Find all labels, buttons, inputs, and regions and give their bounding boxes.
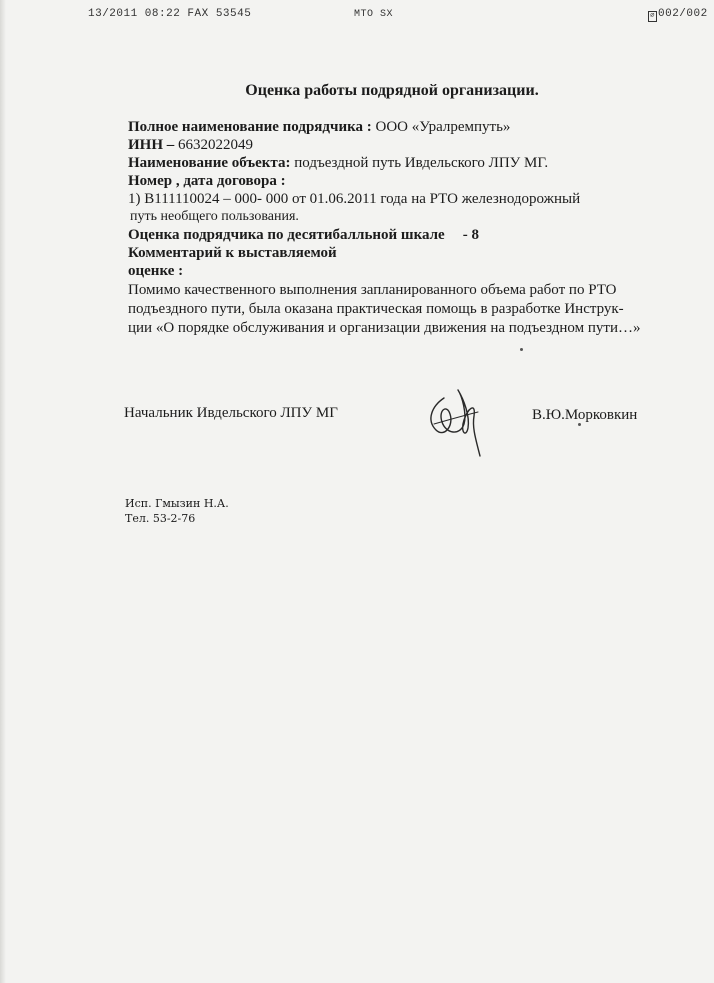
- contractor-label: Полное наименование подрядчика :: [128, 119, 372, 135]
- contractor-row: [128, 118, 698, 136]
- comment-line: Помимо качественного выполнения запланированного объема работ по РТО: [128, 282, 617, 298]
- executor-phone: Тел. 53-2-76: [125, 512, 196, 525]
- comment-label-line-2: оценке :: [128, 263, 184, 279]
- contract-line-1: 1) В111110024 – 000- 000 от 01.06.2011 года на РТО железнодорожный: [128, 191, 581, 207]
- scan-speck: [578, 423, 581, 426]
- inn-label: ИНН –: [128, 137, 175, 153]
- fax-page-number: 002/002: [658, 8, 708, 20]
- document-body: [128, 118, 698, 338]
- contract-line-2: путь необщего пользования.: [130, 209, 299, 224]
- signer-title: Начальник Ивдельского ЛПУ МГ: [124, 405, 338, 421]
- fax-timestamp: 13/2011 08:22 FAX 53545: [88, 8, 252, 20]
- fax-sender-id: MTO SX: [354, 9, 394, 20]
- inn-value: 6632022049: [178, 137, 254, 153]
- object-label: Наименование объекта:: [128, 155, 291, 171]
- inn-row: [128, 136, 698, 154]
- scan-speck: [520, 348, 523, 351]
- object-row: [128, 154, 698, 172]
- handwritten-signature: [414, 376, 504, 466]
- executor-info: [125, 496, 229, 526]
- score-value: - 8: [462, 227, 479, 243]
- contract-row: [128, 172, 698, 190]
- fax-page-icon: ∅: [648, 11, 657, 22]
- signer-name: В.Ю.Морковкин: [532, 407, 638, 423]
- fax-page-counter: [648, 8, 708, 22]
- score-row: [128, 226, 698, 244]
- signature-block: [124, 402, 714, 482]
- scan-edge: [0, 0, 6, 983]
- executor-name: Исп. Гмызин Н.А.: [125, 497, 229, 510]
- comment-line: ции «О порядке обслуживания и организации движения на подъездном пути…»: [128, 320, 641, 336]
- contract-label: Номер , дата договора :: [128, 173, 286, 189]
- score-label: Оценка подрядчика по десятибалльной шкале: [128, 227, 445, 243]
- contractor-value: ООО «Уралремпуть»: [375, 119, 511, 135]
- comment-line: подъездного пути, была оказана практическая помощь в разработке Инструк-: [128, 301, 624, 317]
- comment-text: [128, 281, 698, 338]
- fax-header: [0, 8, 714, 24]
- document-title: Оценка работы подрядной организации.: [245, 82, 539, 99]
- comment-label-line-1: Комментарий к выставляемой: [128, 245, 337, 261]
- object-value: подъездной путь Ивдельского ЛПУ МГ.: [294, 155, 549, 171]
